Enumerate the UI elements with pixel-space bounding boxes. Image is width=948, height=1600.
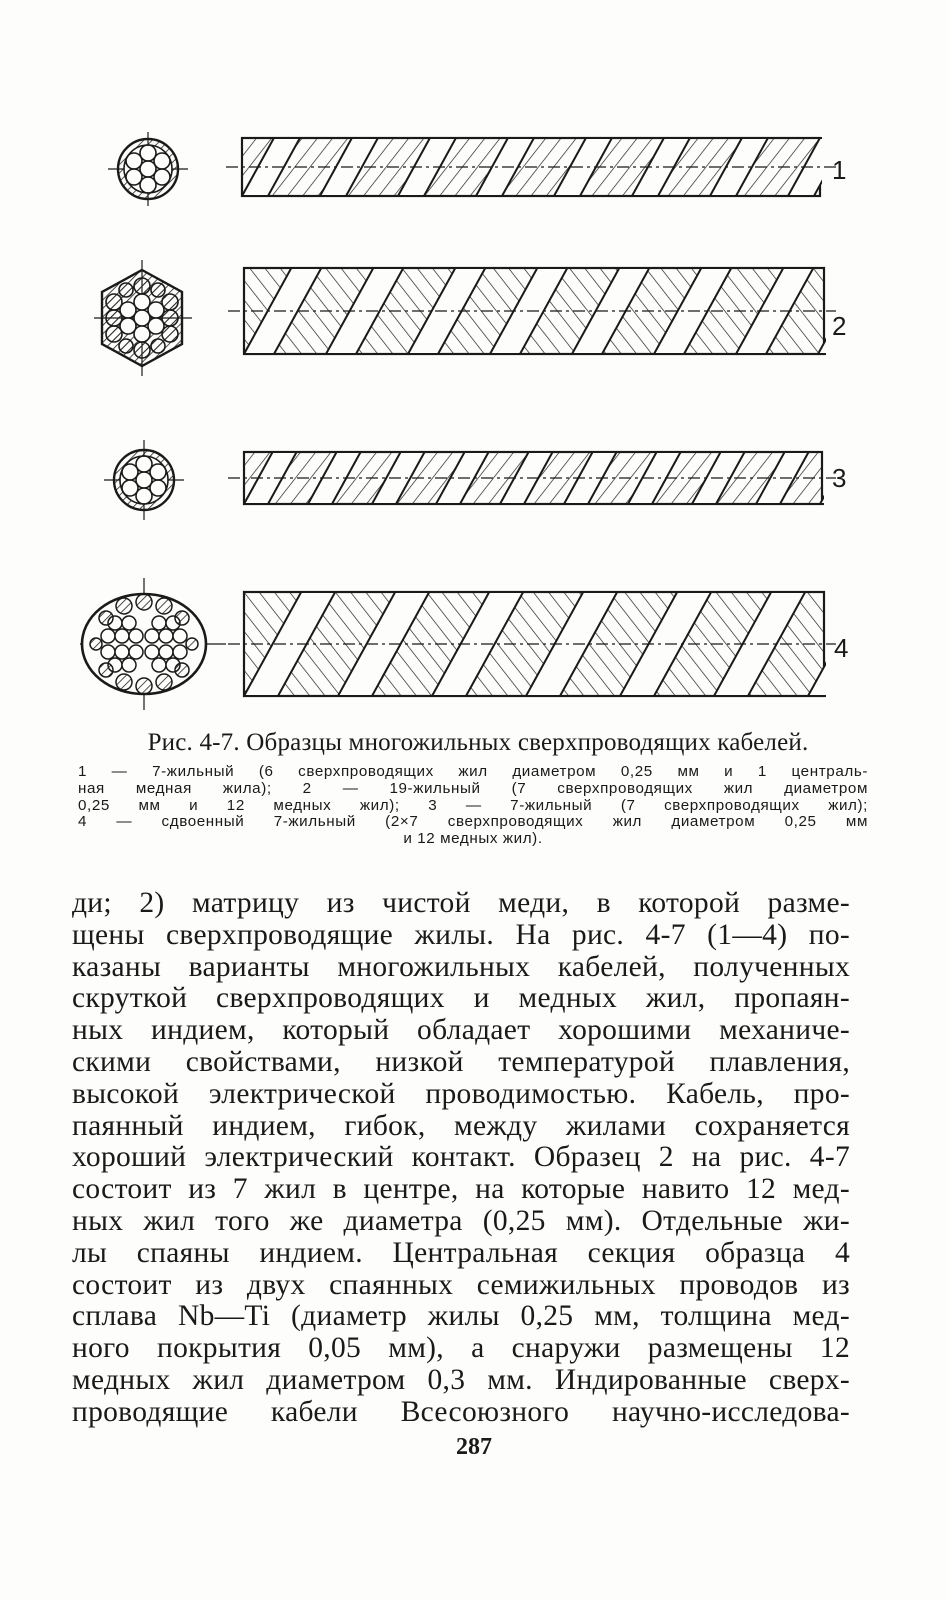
text-line: паянный индием, гибок, между жилами сохраняется	[72, 1109, 850, 1142]
label-4: 4	[834, 633, 849, 663]
text-line: скруткой сверхпроводящих и медных жил, пропаян-	[72, 982, 850, 1015]
cable-figure	[80, 110, 880, 730]
text-line: сплава Nb—Ti (диаметр жилы 0,25 мм, толщина мед-	[72, 1300, 850, 1333]
figure-caption	[78, 728, 868, 848]
text-line: состоит из 7 жил в центре, на которые навито 12 мед-	[72, 1173, 850, 1206]
text-line: казаны варианты многожильных кабелей, полученных	[72, 950, 850, 983]
text-line: ного покрытия 0,05 мм), а снаружи размещены 12	[72, 1332, 850, 1365]
cable-illustrations	[80, 110, 880, 730]
cross-section-3	[104, 440, 184, 520]
label-3: 3	[832, 463, 847, 493]
text-line: медных жил диаметром 0,3 мм. Индированные сверх-	[72, 1363, 850, 1396]
caption-line: 4 — сдвоенный 7-жильный (2×7 сверхпроводящих жил диаметром 0,25 мм	[78, 813, 868, 831]
caption-line: 1 — 7-жильный (6 сверхпроводящих жил диаметром 0,25 мм и 1 централь-	[78, 763, 868, 780]
caption-line: ная медная жила); 2 — 19-жильный (7 сверхпроводящих жил диаметром	[78, 779, 868, 797]
page-number: 287	[456, 1434, 492, 1460]
text-line: ных индием, который обладает хорошими механиче-	[72, 1014, 850, 1047]
caption-line: и 12 медных жил).	[403, 830, 543, 848]
figure-labels	[832, 155, 848, 663]
text-line: скими свойствами, низкой температурой плавления,	[72, 1045, 850, 1078]
cable-1	[164, 138, 880, 196]
text-line: щены сверхпроводящие жилы. На рис. 4-7 (1—4) по-	[72, 918, 850, 951]
caption-title: Рис. 4-7. Образцы многожильных сверхпроводящих кабелей.	[147, 729, 809, 756]
label-2: 2	[832, 311, 847, 341]
label-1: 1	[832, 155, 847, 185]
cross-section-1	[108, 132, 188, 206]
text-line: хороший электрический контакт. Образец 2 на рис. 4-7	[72, 1141, 850, 1174]
cable-3	[180, 452, 880, 504]
cable-side-views	[150, 138, 880, 696]
cross-section-4	[80, 578, 226, 710]
text-line: лы спаяны индием. Центральная секция образца 4	[72, 1236, 850, 1269]
text-line: ди; 2) матрицу из чистой меди, в которой разме-	[72, 887, 850, 919]
cross-section-2	[94, 260, 192, 376]
text-line: состоит из двух спаянных семижильных проводов из	[72, 1268, 850, 1301]
text-line: высокой электрической проводимостью. Кабель, про-	[72, 1077, 850, 1110]
body-paragraph	[72, 888, 850, 1429]
cable-2	[162, 268, 880, 354]
text-line: ных жил того же диаметра (0,25 мм). Отдельные жи-	[72, 1204, 850, 1237]
caption-line: 0,25 мм и 12 медных жил); 3 — 7-жильный (7 сверхпроводящих жил);	[78, 796, 868, 814]
cable-4	[150, 592, 880, 696]
caption-legend	[78, 764, 868, 848]
text-line: проводящие кабели Всесоюзного научно-исследова-	[72, 1395, 850, 1428]
